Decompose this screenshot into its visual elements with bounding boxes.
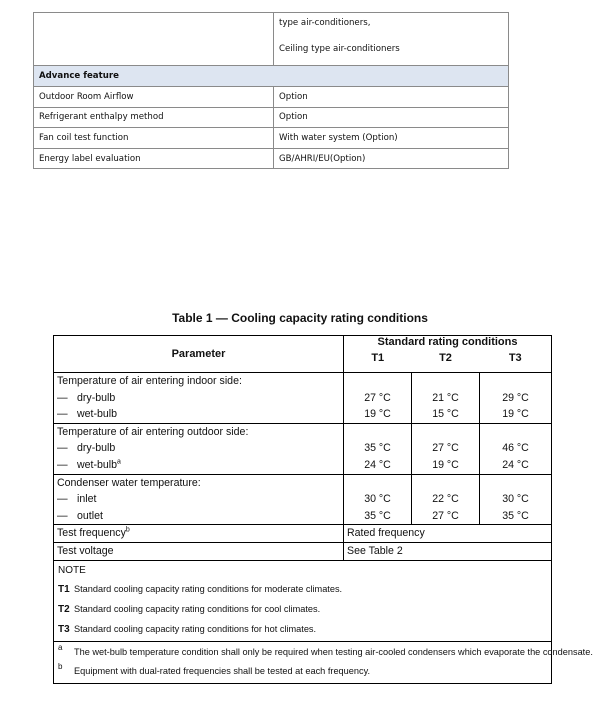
spec-label: Outdoor Room Airflow (34, 87, 274, 108)
group-item: — inlet (57, 493, 97, 506)
footnote-ref-a: a (117, 458, 121, 466)
t1-values: 27 °C 19 °C (344, 373, 412, 424)
test-frequency-label: Test frequency$^b$ (54, 525, 344, 543)
spec-value: With water system (Option) (274, 128, 509, 149)
table-row (54, 474, 552, 525)
t2-values: 27 °C 19 °C (412, 423, 480, 474)
note-title: NOTE (58, 565, 86, 577)
notes-row (54, 561, 552, 684)
spec-label: Fan coil test function (34, 128, 274, 149)
spec-label: Energy label evaluation (34, 148, 274, 169)
spec-value: GB/AHRI/EU(Option) (274, 148, 509, 169)
t2-values: 22 °C 27 °C (412, 474, 480, 525)
header-standard-conditions: Standard rating conditions (344, 336, 552, 353)
spec-continued-line-1: type air-conditioners, (279, 18, 371, 28)
test-frequency-value: Rated frequency (344, 525, 552, 543)
note-item: T1 Standard cooling capacity rating conditions for moderate climates. (58, 583, 343, 595)
t1-values: 30 °C 35 °C (344, 474, 412, 525)
header-t1: T1 (344, 352, 412, 373)
spec-table (33, 12, 509, 169)
footnote-item: b Equipment with dual-rated frequencies shall be tested at each frequency. (58, 662, 371, 676)
header-t2: T2 (412, 352, 480, 373)
spec-section-title: Advance feature (34, 66, 509, 87)
t3-values: 46 °C 24 °C (480, 423, 552, 474)
test-voltage-value: See Table 2 (344, 543, 552, 561)
group-item: — outlet (57, 509, 103, 522)
spec-section-row (34, 66, 509, 87)
group-item: — dry-bulb (57, 391, 116, 404)
parameter-group (54, 423, 344, 474)
table-row (54, 525, 552, 543)
group-item: — dry-bulb (57, 442, 116, 455)
spec-value: Option (274, 87, 509, 108)
spec-cell-continued (274, 13, 509, 66)
t2-values: 21 °C 15 °C (412, 373, 480, 424)
notes-cell (54, 561, 593, 684)
header-row-1 (54, 336, 552, 353)
parameter-group (54, 373, 344, 424)
t3-values: 29 °C 19 °C (480, 373, 552, 424)
note-item: T3 Standard cooling capacity rating conditions for hot climates. (58, 623, 317, 635)
t1-values: 35 °C 24 °C (344, 423, 412, 474)
footnote-ref-b: b (125, 526, 130, 534)
spec-value: Option (274, 107, 509, 128)
rating-conditions-table (53, 335, 593, 684)
spec-cell-empty (34, 13, 274, 66)
group-item: — wet-bulb (57, 408, 118, 421)
group-title: Temperature of air entering indoor side: (57, 375, 242, 387)
table-row (54, 423, 552, 474)
spec-row-continued (34, 13, 509, 66)
parameter-group (54, 474, 344, 525)
header-parameter: Parameter (54, 336, 344, 373)
header-t3: T3 (480, 352, 552, 373)
note-item: T2 Standard cooling capacity rating conditions for cool climates. (58, 603, 321, 615)
spec-row (34, 128, 509, 149)
spec-row (34, 148, 509, 169)
group-item: — wet-bulb$^a$ (57, 458, 121, 471)
spec-row (34, 87, 509, 108)
spec-continued-line-2: Ceiling type air-conditioners (279, 44, 400, 54)
group-title: Condenser water temperature: (57, 476, 201, 489)
table-caption: Table 1 — Cooling capacity rating conditions (172, 311, 428, 325)
spec-label: Refrigerant enthalpy method (34, 107, 274, 128)
group-title: Temperature of air entering outdoor side: (57, 425, 249, 438)
spec-row (34, 107, 509, 128)
table-row (54, 373, 552, 424)
footnote-item: a The wet-bulb temperature condition shall only be required when testing air-cooled condensers which evaporate the condensate. (58, 643, 593, 657)
t3-values: 30 °C 35 °C (480, 474, 552, 525)
test-voltage-label: Test voltage (54, 543, 344, 561)
table-row (54, 543, 552, 561)
